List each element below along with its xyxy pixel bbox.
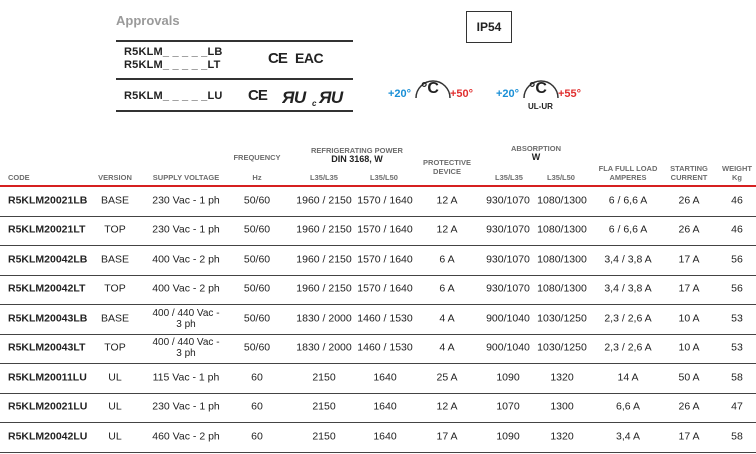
cell-freq: 50/60 — [243, 194, 271, 206]
cell-rp35: 1960 / 2150 — [296, 223, 352, 236]
header-frequency: FREQUENCY — [233, 153, 281, 162]
cell-rp50: 1460 / 1530 — [357, 341, 413, 354]
header-fla: FLA FULL LOAD AMPERES — [598, 164, 658, 182]
cell-supply: 400 / 440 Vac - 3 ph — [152, 337, 220, 359]
header-supply: SUPPLY VOLTAGE — [152, 173, 220, 182]
cell-code: R5KLM20043LB — [8, 312, 88, 324]
table-row — [0, 393, 756, 422]
cell-version: BASE — [100, 194, 129, 206]
cell-supply: 400 Vac - 2 ph — [152, 282, 220, 295]
cell-version: UL — [108, 430, 122, 442]
cell-prot: 4 A — [439, 341, 455, 354]
header-refrig-l50: L35/L50 — [370, 173, 398, 182]
cell-freq: 50/60 — [243, 312, 271, 324]
cell-version: UL — [108, 400, 122, 413]
cell-prot: 12 A — [436, 194, 458, 206]
cell-fla: 6,6 A — [616, 400, 640, 413]
cell-code: R5KLM20021LB — [8, 194, 88, 206]
cell-ab50: 1320 — [550, 430, 574, 442]
ce-mark-icon: CE — [268, 50, 287, 67]
cell-freq: 60 — [251, 430, 263, 442]
cell-code: R5KLM20042LU — [8, 430, 88, 442]
temp-max: +55° — [558, 88, 582, 100]
cell-supply: 115 Vac - 1 ph — [152, 371, 220, 383]
cell-ab35: 1090 — [496, 430, 520, 442]
header-protective-device: PROTECTIVE DEVICE — [423, 158, 471, 176]
cell-start: 10 A — [678, 341, 700, 354]
header-refrigerating-power: REFRIGERATING POWER — [311, 146, 403, 155]
ul-mark-icon — [282, 86, 352, 111]
cell-version: TOP — [104, 223, 126, 236]
cell-version: TOP — [104, 341, 126, 354]
cell-rp35: 2150 — [312, 371, 336, 383]
cell-rp50: 1640 — [373, 371, 397, 383]
header-weight: WEIGHT — [722, 164, 752, 173]
cell-version: TOP — [104, 282, 126, 295]
cell-fla: 6 / 6,6 A — [608, 194, 648, 206]
header-abs-l50: L35/L50 — [547, 173, 575, 182]
cell-weight: 47 — [731, 400, 743, 413]
cell-fla: 6 / 6,6 A — [608, 223, 648, 236]
cell-prot: 17 A — [436, 430, 458, 442]
cell-rp35: 1960 / 2150 — [296, 282, 352, 295]
cell-prot: 4 A — [439, 312, 455, 324]
cell-rp50: 1570 / 1640 — [357, 282, 413, 295]
header-starting-current: STARTING CURRENT — [670, 164, 708, 182]
ul-ur-note: UL-UR — [528, 102, 553, 111]
cell-ab50: 1080/1300 — [537, 253, 587, 265]
temperature-range-standard — [388, 62, 478, 112]
header-frequency-unit: Hz — [252, 173, 262, 182]
temp-min: +20° — [388, 88, 412, 100]
cell-ab35: 930/1070 — [486, 282, 530, 295]
approval-code-lu: R5KLM_ _ _ _ _LU — [124, 90, 223, 102]
header-abs-l35: L35/L35 — [495, 173, 523, 182]
cell-weight: 46 — [731, 223, 743, 236]
cell-ab35: 900/1040 — [486, 341, 530, 354]
cell-weight: 56 — [731, 282, 743, 295]
cell-ab35: 930/1070 — [486, 194, 530, 206]
cell-code: R5KLM20043LT — [8, 341, 86, 354]
cell-version: BASE — [100, 312, 129, 324]
table-row — [0, 186, 756, 215]
table-row — [0, 275, 756, 304]
table-row — [0, 422, 756, 451]
cell-ab50: 1320 — [550, 371, 574, 383]
ce-mark-icon: CE — [248, 87, 267, 104]
row-divider — [0, 452, 756, 453]
cell-fla: 3,4 A — [616, 430, 640, 442]
cell-freq: 60 — [251, 371, 263, 383]
cell-ab50: 1030/1250 — [537, 341, 587, 354]
cell-start: 50 A — [678, 371, 700, 383]
cell-rp50: 1640 — [373, 400, 397, 413]
cell-start: 17 A — [678, 253, 700, 265]
celsius-icon: °C — [421, 80, 439, 97]
cell-start: 26 A — [678, 400, 700, 413]
cell-prot: 6 A — [439, 282, 455, 295]
cell-fla: 14 A — [617, 371, 639, 383]
cell-rp35: 2150 — [312, 400, 336, 413]
svg-text:ЯU: ЯU — [282, 88, 306, 107]
cell-rp35: 1830 / 2000 — [296, 312, 352, 324]
cell-rp35: 1960 / 2150 — [296, 253, 352, 265]
cell-start: 26 A — [678, 194, 700, 206]
cell-supply: 460 Vac - 2 ph — [152, 430, 220, 442]
cell-ab50: 1030/1250 — [537, 312, 587, 324]
cell-code: R5KLM20021LT — [8, 223, 86, 236]
cell-rp50: 1570 / 1640 — [357, 253, 413, 265]
temperature-range-ul — [496, 62, 592, 114]
cell-weight: 56 — [731, 253, 743, 265]
cell-weight: 58 — [731, 430, 743, 442]
cell-ab35: 1090 — [496, 371, 520, 383]
approvals-divider — [116, 78, 353, 80]
cell-start: 26 A — [678, 223, 700, 236]
cell-start: 10 A — [678, 312, 700, 324]
cell-freq: 60 — [251, 400, 263, 413]
cell-code: R5KLM20042LT — [8, 282, 86, 295]
cell-weight: 58 — [731, 371, 743, 383]
approvals-divider — [116, 40, 353, 42]
cell-freq: 50/60 — [243, 282, 271, 295]
table-row — [0, 245, 756, 274]
approvals-title: Approvals — [116, 13, 180, 28]
cell-rp35: 1960 / 2150 — [296, 194, 352, 206]
header-refrigerating-standard: DIN 3168, W — [331, 154, 383, 164]
cell-ab50: 1080/1300 — [537, 282, 587, 295]
cell-code: R5KLM20021LU — [8, 400, 88, 413]
cell-fla: 3,4 / 3,8 A — [604, 282, 652, 295]
celsius-icon: °C — [529, 80, 547, 97]
cell-ab50: 1080/1300 — [537, 223, 587, 236]
cell-version: UL — [108, 371, 122, 383]
cell-start: 17 A — [678, 430, 700, 442]
temp-min: +20° — [496, 88, 520, 100]
cell-freq: 50/60 — [243, 223, 271, 236]
header-code: CODE — [8, 173, 30, 182]
ul-recognized-icon — [282, 86, 352, 108]
table-row — [0, 216, 756, 245]
cell-version: BASE — [100, 253, 129, 265]
cell-freq: 50/60 — [243, 253, 271, 265]
table-row — [0, 363, 756, 392]
cell-fla: 2,3 / 2,6 A — [604, 312, 652, 324]
cell-freq: 50/60 — [243, 341, 271, 354]
svg-text:ЯU: ЯU — [319, 88, 343, 107]
header-weight-unit: Kg — [732, 173, 742, 182]
header-version: VERSION — [98, 173, 132, 182]
approvals-divider — [116, 110, 353, 112]
header-absorption: ABSORPTION — [510, 144, 561, 153]
table-row — [0, 304, 756, 333]
header-refrig-l35: L35/L35 — [310, 173, 338, 182]
cell-ab35: 930/1070 — [486, 253, 530, 265]
cell-code: R5KLM20011LU — [8, 371, 87, 383]
cell-rp50: 1460 / 1530 — [357, 312, 413, 324]
eac-mark-icon: EAC — [295, 50, 324, 66]
cell-ab35: 930/1070 — [486, 223, 530, 236]
cell-prot: 6 A — [439, 253, 455, 265]
cell-rp50: 1570 / 1640 — [357, 223, 413, 236]
cell-fla: 3,4 / 3,8 A — [604, 253, 652, 265]
cell-supply: 400 Vac - 2 ph — [152, 253, 220, 265]
cell-ab50: 1080/1300 — [537, 194, 587, 206]
cell-rp50: 1570 / 1640 — [357, 194, 413, 206]
cell-rp50: 1640 — [373, 430, 397, 442]
header-absorption-unit: W — [531, 152, 541, 162]
approval-code-lb: R5KLM_ _ _ _ _LB — [124, 46, 223, 58]
approval-code-lt: R5KLM_ _ _ _ _LT — [124, 59, 221, 71]
cell-prot: 12 A — [436, 223, 458, 236]
cell-ab50: 1300 — [550, 400, 574, 413]
cell-ab35: 1070 — [496, 400, 520, 413]
cell-supply: 230 Vac - 1 ph — [152, 400, 220, 413]
cell-supply: 230 Vac - 1 ph — [152, 223, 220, 236]
cell-prot: 25 A — [436, 371, 458, 383]
cell-supply: 400 / 440 Vac - 3 ph — [152, 307, 220, 330]
cell-start: 17 A — [678, 282, 700, 295]
cell-weight: 46 — [731, 194, 743, 206]
svg-text:c: c — [312, 99, 316, 108]
cell-weight: 53 — [731, 312, 743, 324]
cell-rp35: 2150 — [312, 430, 336, 442]
table-row — [0, 334, 756, 363]
cell-weight: 53 — [731, 341, 743, 354]
temp-max: +50° — [450, 88, 474, 100]
cell-supply: 230 Vac - 1 ph — [152, 194, 220, 206]
ip-rating-badge: IP54 — [466, 11, 512, 43]
cell-ab35: 900/1040 — [486, 312, 530, 324]
cell-code: R5KLM20042LB — [8, 253, 88, 265]
cell-rp35: 1830 / 2000 — [296, 341, 352, 354]
cell-fla: 2,3 / 2,6 A — [604, 341, 652, 354]
cell-prot: 12 A — [436, 400, 458, 413]
